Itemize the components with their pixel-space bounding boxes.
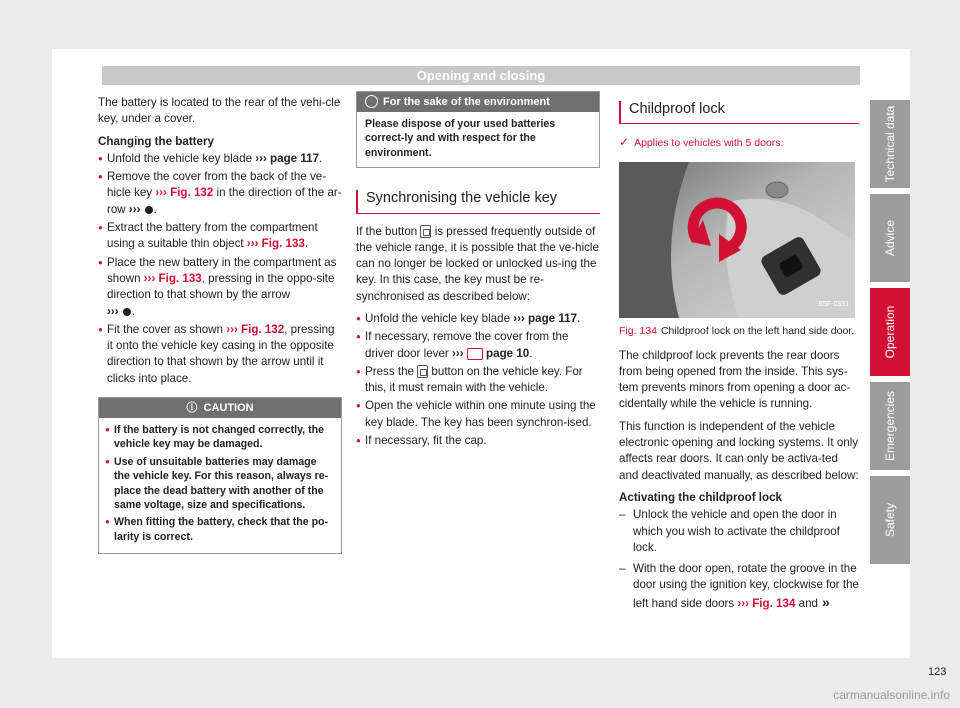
list-item: ● Remove the cover from the back of the ve-hicle key ››› Fig. 132 in the direction of the ar-row ››› .: [98, 169, 342, 218]
column-sync: [356, 95, 600, 451]
column-childproof: [619, 95, 859, 617]
list-item: ● Place the new battery in the compartment as shown ››› Fig. 133, pressing in the oppo-site direction to that shown by the arrow ››› .: [98, 255, 342, 320]
list-item: – With the door open, rotate the groove in the door using the ignition key, clockwise for the left hand side doors ››› Fig. 134 and »: [619, 561, 859, 612]
figure-link[interactable]: ››› Fig. 132: [155, 186, 214, 200]
environment-text: Please dispose of your used batteries correct-ly and with respect for the environment.: [365, 118, 556, 159]
list-item: ● Unfold the vehicle key blade ››› page 117.: [98, 151, 342, 167]
tab-technical-data[interactable]: Technical data: [870, 100, 910, 188]
figure-link[interactable]: ››› Fig. 132: [226, 322, 285, 336]
column-battery: [98, 95, 342, 554]
section-tabs: [870, 100, 910, 570]
page-number: 123: [928, 666, 947, 678]
childproof-lock-figure: [619, 162, 855, 318]
manual-page: [52, 49, 947, 678]
activating-heading: Activating the childproof lock: [619, 490, 782, 504]
applies-note: ✓ Applies to vehicles with 5 doors:: [619, 135, 784, 150]
page-link[interactable]: ››› page 117: [255, 151, 320, 165]
list-item: ● Unfold the vehicle key blade ››› page 117.: [356, 311, 600, 327]
list-item: ● If necessary, remove the cover from the driver door lever ››› page 10.: [356, 329, 600, 362]
lock-button-icon: [417, 365, 428, 378]
door-lock-illustration: [619, 162, 855, 318]
figure-caption: Fig. 134 Childproof lock on the left hand side door.: [619, 324, 855, 337]
list-item: ● Press the button on the vehicle key. For this, it must remain with the vehicle.: [356, 364, 600, 397]
check-icon: ✓: [619, 135, 630, 150]
environment-heading: For the sake of the environment: [357, 92, 599, 112]
list-item: ● Extract the battery from the compartment using a suitable thin object ››› Fig. 133.: [98, 220, 342, 253]
environment-box: [356, 91, 600, 168]
caution-heading: ⓘ CAUTION: [99, 398, 341, 418]
continue-arrow-icon: »: [821, 593, 830, 610]
caution-box: [98, 397, 342, 554]
list-item: ● When fitting the battery, check that the po-larity is correct.: [105, 515, 335, 544]
warning-icon: [145, 206, 153, 214]
figure-link[interactable]: ››› Fig. 133: [143, 271, 202, 285]
battery-intro: The battery is located to the rear of the vehi-cle key, under a cover.: [98, 96, 341, 126]
tab-advice[interactable]: Advice: [870, 194, 910, 282]
paragraph: This function is independent of the vehicle electronic opening and locking systems. It only affects rear doors. It can only be activa-ted and deactivated manually, as described below:: [619, 419, 859, 482]
paragraph: The childproof lock prevents the rear doors from being opened from the inside. This sys-tem prevents minors from opening a door ac-cidentally while the vehicle is running.: [619, 348, 851, 411]
tab-operation[interactable]: Operation: [870, 288, 910, 376]
warning-icon: [123, 308, 131, 316]
list-item: ● Open the vehicle within one minute using the key blade. The key has been synchron-ised.: [356, 398, 600, 431]
leaf-icon: [365, 95, 378, 108]
lock-button-icon: [420, 225, 431, 238]
tab-safety[interactable]: Safety: [870, 476, 910, 564]
page-header: Opening and closing: [102, 66, 860, 85]
sync-intro: If the button is pressed frequently outside of the vehicle range, it is possible that the ve-hicle can no longer be locked or unlocked us-ing the key. In this case, the key must be re-synchronised as described below:: [356, 224, 599, 303]
figure-link[interactable]: ››› Fig. 133: [246, 237, 305, 251]
page-link[interactable]: page 10: [482, 346, 530, 360]
tab-emergencies[interactable]: Emergencies: [870, 382, 910, 470]
list-item: ● If necessary, fit the cap.: [356, 433, 600, 449]
book-icon: [467, 348, 483, 360]
caution-icon: ⓘ: [186, 402, 198, 415]
sync-heading: Synchronising the vehicle key: [356, 190, 600, 213]
changing-battery-heading: Changing the battery: [98, 134, 214, 148]
list-item: – Unlock the vehicle and open the door in which you wish to activate the childproof lock.: [619, 507, 859, 556]
footer-watermark: carmanualsonline.info: [833, 688, 950, 702]
page-link[interactable]: ››› page 117: [513, 312, 578, 325]
childproof-heading: Childproof lock: [619, 101, 859, 124]
list-item: ● Fit the cover as shown ››› Fig. 132, pressing it onto the vehicle key casing in the opposite direction to that shown by the arrow until it clicks into place.: [98, 322, 342, 387]
figure-link[interactable]: ››› Fig. 134: [737, 596, 796, 610]
figure-code: B5F-0331: [818, 301, 849, 309]
list-item: ● If the battery is not changed correctly, the vehicle key may be damaged.: [105, 423, 335, 452]
list-item: ● Use of unsuitable batteries may damage the vehicle key. For this reason, always re-place the dead battery with another of the same voltage, size and specifications.: [105, 455, 335, 513]
